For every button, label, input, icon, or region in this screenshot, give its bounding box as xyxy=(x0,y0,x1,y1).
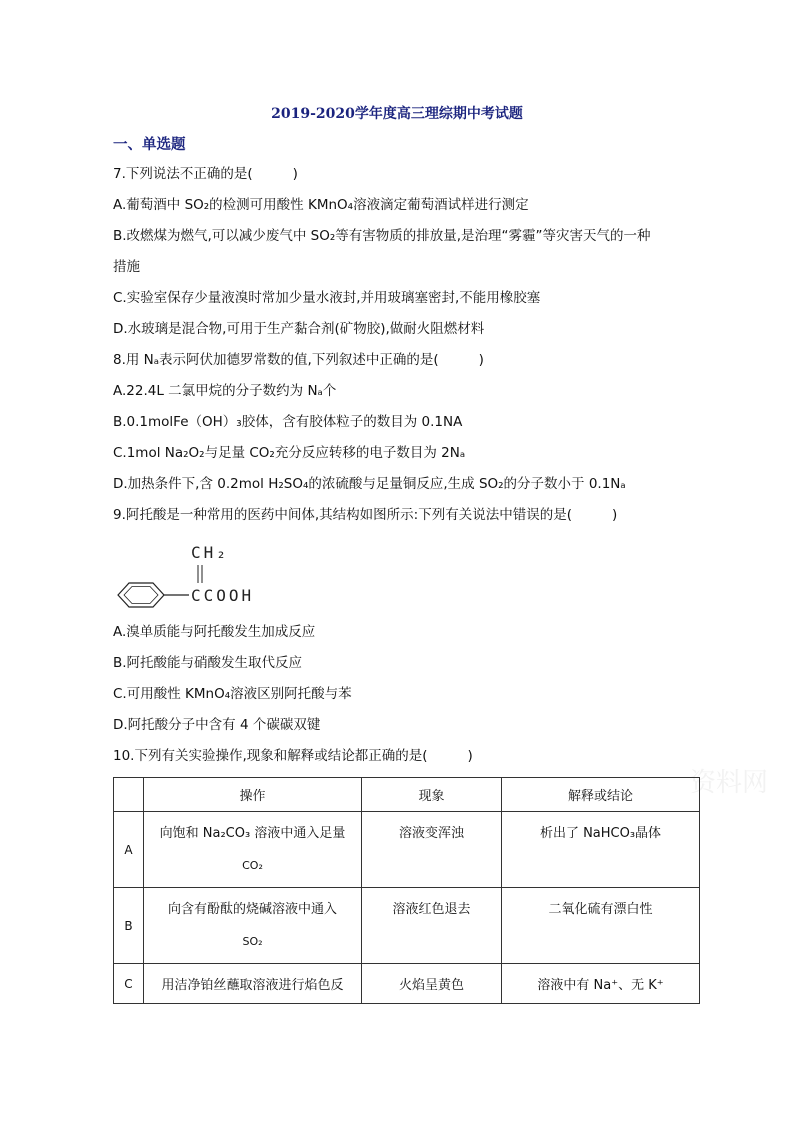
operation-line-1: 向饱和 Na₂CO₃ 溶液中通入足量 xyxy=(159,825,346,841)
table-row xyxy=(114,888,700,964)
atropic-acid-structure xyxy=(113,538,283,610)
q8-option-d: D.加热条件下,含 0.2mol H₂SO₄的浓硫酸与足量铜反应,生成 SO₂的分子数小于 0.1Nₐ xyxy=(113,476,626,492)
q10-stem xyxy=(113,746,473,766)
row-label: C xyxy=(114,964,144,1004)
q8-stem xyxy=(113,350,484,370)
exam-title: 2019-2020学年度高三理综期中考试题 xyxy=(271,106,523,122)
operation-line-1: 向含有酚酞的烧碱溶液中通入 xyxy=(167,901,337,917)
table-header-row xyxy=(114,778,700,812)
q9-option-c: C.可用酸性 KMnO₄溶液区别阿托酸与苯 xyxy=(113,686,352,702)
q7-option-a: A.葡萄酒中 SO₂的检测可用酸性 KMnO₄溶液滴定葡萄酒试样进行测定 xyxy=(113,197,529,213)
ccooh-group: CCOOH xyxy=(191,586,255,605)
q8-option-a: A.22.4L 二氯甲烷的分子数约为 Nₐ个 xyxy=(113,383,337,399)
row-operation xyxy=(144,888,362,964)
q9-stem-close: ) xyxy=(612,507,618,523)
row-phenomenon: 火焰呈黄色 xyxy=(362,964,502,1004)
operation-line-2: SO₂ xyxy=(242,934,263,948)
header-phenomenon: 现象 xyxy=(362,778,502,812)
row-conclusion: 析出了 NaHCO₃晶体 xyxy=(502,812,700,888)
ch2-group: CH₂ xyxy=(191,543,229,562)
row-label: B xyxy=(114,888,144,964)
q7-option-b: B.改燃煤为燃气,可以减少废气中 SO₂等有害物质的排放量,是治理“雾霾”等灾害天气的一种 xyxy=(113,228,651,244)
q7-stem xyxy=(113,164,298,184)
table-row xyxy=(114,812,700,888)
section-heading: 一、单选题 xyxy=(113,137,186,153)
row-label: A xyxy=(114,812,144,888)
header-label xyxy=(114,778,144,812)
row-operation: 用洁净铂丝蘸取溶液进行焰色反 xyxy=(144,964,362,1004)
q7-option-b-cont: 措施 xyxy=(113,259,140,275)
q8-stem-close: ) xyxy=(478,352,484,368)
watermark: 资料网 xyxy=(690,768,769,798)
operation-line-2: CO₂ xyxy=(242,858,263,872)
experiment-table xyxy=(113,777,700,1004)
q9-stem xyxy=(113,505,617,525)
q7-stem-text: 7.下列说法不正确的是( xyxy=(113,166,253,182)
table-row xyxy=(114,964,700,1004)
q9-stem-text: 9.阿托酸是一种常用的医药中间体,其结构如图所示:下列有关说法中错误的是( xyxy=(113,507,572,523)
row-conclusion: 二氧化硫有漂白性 xyxy=(502,888,700,964)
q8-stem-text: 8.用 Nₐ表示阿伏加德罗常数的值,下列叙述中正确的是( xyxy=(113,352,439,368)
q9-option-b: B.阿托酸能与硝酸发生取代反应 xyxy=(113,655,303,671)
q8-option-c: C.1mol Na₂O₂与足量 CO₂充分反应转移的电子数目为 2Nₐ xyxy=(113,445,466,461)
row-operation xyxy=(144,812,362,888)
q9-option-a: A.溴单质能与阿托酸发生加成反应 xyxy=(113,624,316,640)
q10-stem-text: 10.下列有关实验操作,现象和解释或结论都正确的是( xyxy=(113,748,428,764)
q7-stem-close: ) xyxy=(292,166,298,182)
q10-stem-close: ) xyxy=(467,748,473,764)
row-phenomenon: 溶液变浑浊 xyxy=(362,812,502,888)
header-operation: 操作 xyxy=(144,778,362,812)
q7-option-c: C.实验室保存少量液溴时常加少量水液封,并用玻璃塞密封,不能用橡胶塞 xyxy=(113,290,541,306)
header-conclusion: 解释或结论 xyxy=(502,778,700,812)
row-phenomenon: 溶液红色退去 xyxy=(362,888,502,964)
q9-option-d: D.阿托酸分子中含有 4 个碳碳双键 xyxy=(113,717,321,733)
q7-option-d: D.水玻璃是混合物,可用于生产黏合剂(矿物胶),做耐火阻燃材料 xyxy=(113,321,485,337)
row-conclusion: 溶液中有 Na⁺、无 K⁺ xyxy=(502,964,700,1004)
q8-option-b: B.0.1molFe（OH）₃胶体，含有胶体粒子的数目为 0.1NA xyxy=(113,414,463,430)
benzene-inner-ring xyxy=(124,587,158,604)
